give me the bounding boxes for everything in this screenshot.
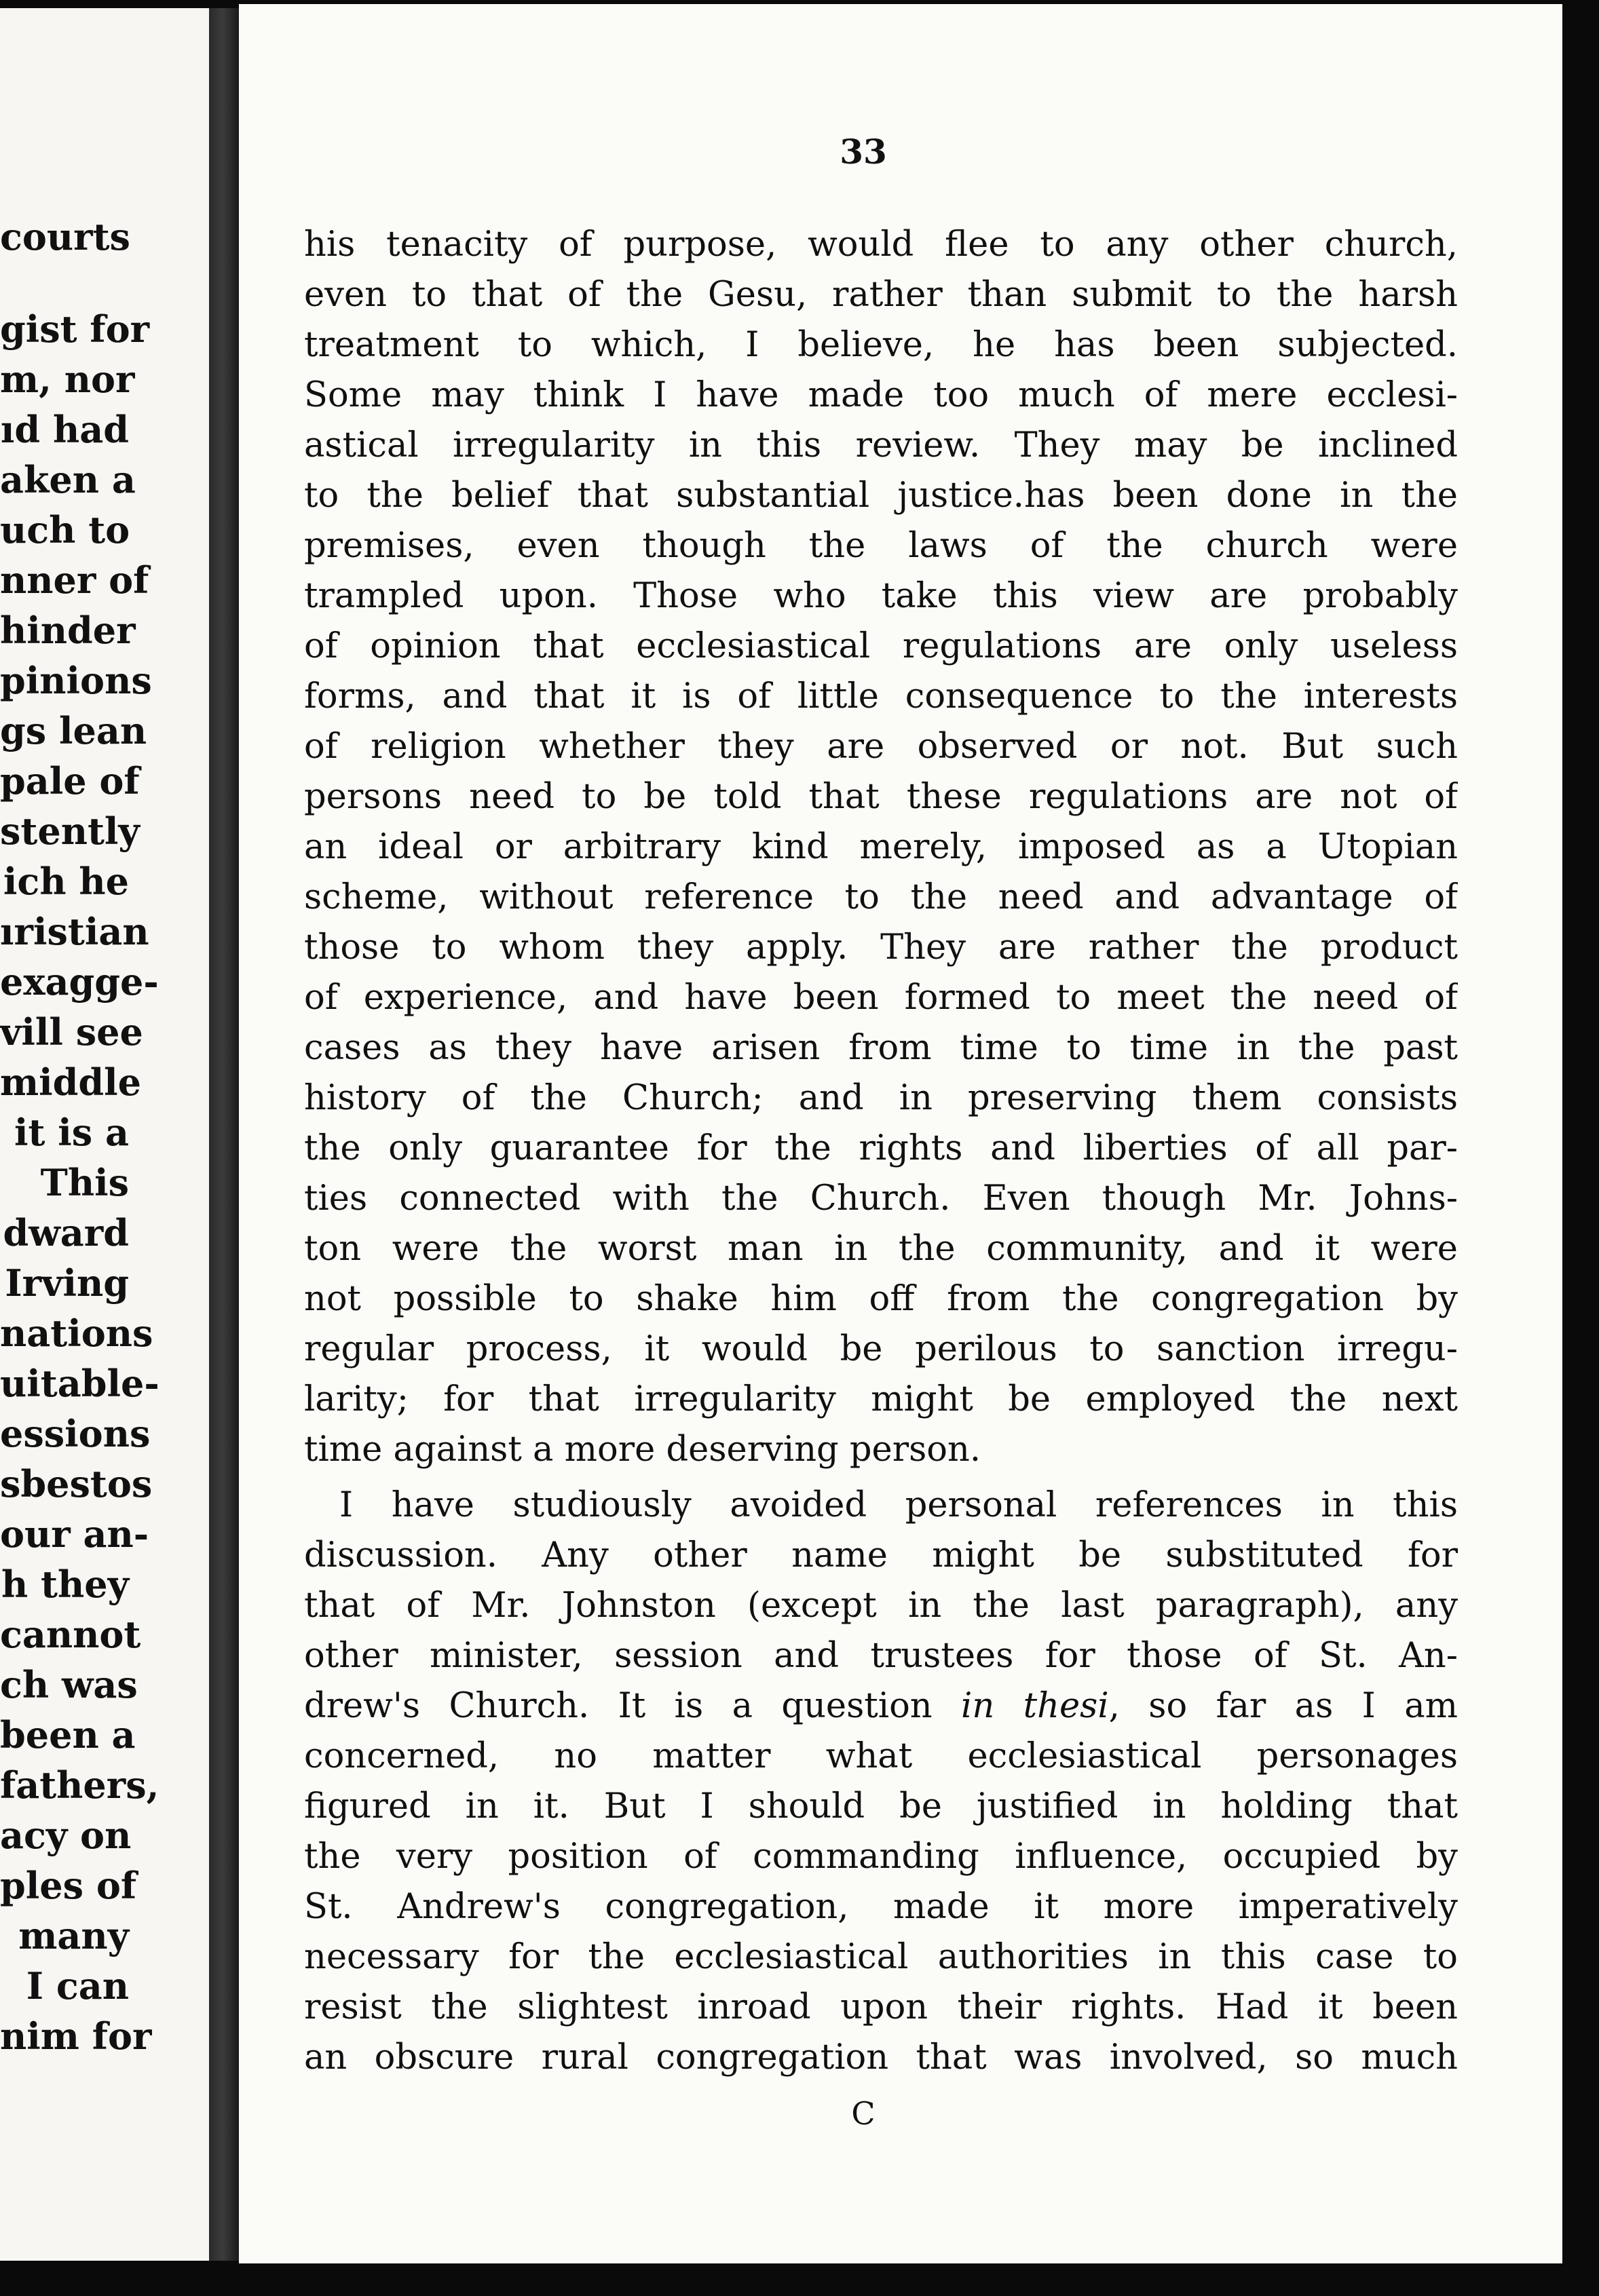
left-page-line: cannot <box>0 1613 141 1656</box>
left-page-line: sbestos <box>0 1462 153 1506</box>
text-run: drew's Church. It is a question <box>304 1686 962 1726</box>
left-page-line: gist for <box>0 307 150 351</box>
text-line: Some may think I have made too much of mere ecclesi- <box>304 375 1458 415</box>
text-line: the very position of commanding influence, occupied by <box>304 1837 1458 1877</box>
signature-mark: C <box>851 2095 876 2132</box>
text-line: ton were the worst man in the community, and it were <box>304 1229 1458 1269</box>
left-page-text <box>0 212 159 2061</box>
left-page-line: stently <box>0 809 140 853</box>
text-line: persons need to be told that these regulations are not of <box>304 777 1458 817</box>
left-page-line: essions <box>0 1412 151 1455</box>
left-page-line: been a <box>0 1713 136 1757</box>
text-line: an ideal or arbitrary kind merely, imposed as a Utopian <box>304 827 1458 867</box>
left-page-line: aken a <box>0 458 136 501</box>
left-page-line: courts <box>0 215 130 259</box>
text-line: his tenacity of purpose, would flee to any other church, <box>304 225 1458 265</box>
body-text <box>304 220 1458 2083</box>
text-line: treatment to which, I believe, he has been subjected. <box>304 325 1458 365</box>
text-line: time against a more deserving person. <box>304 1430 981 1470</box>
book-gutter <box>209 8 239 2261</box>
text-line: necessary for the ecclesiastical authorities in this case to <box>304 1937 1458 1977</box>
left-page-line: pinions <box>0 659 152 702</box>
page-number: 33 <box>840 132 887 172</box>
text-line: larity; for that irregularity might be employed the next <box>304 1379 1458 1419</box>
left-page-line: ch was <box>0 1663 138 1706</box>
text-line: St. Andrew's congregation, made it more imperatively <box>304 1887 1458 1927</box>
left-page-line: our an- <box>0 1512 149 1556</box>
left-page-line: ıristian <box>0 910 149 953</box>
text-line: concerned, no matter what ecclesiastical personages <box>304 1736 1458 1776</box>
left-page-line: hinder <box>0 609 136 652</box>
left-page-line: pale of <box>0 759 140 803</box>
text-line: figured in it. But I should be justified in holding that <box>304 1786 1458 1826</box>
text-line: of experience, and have been formed to meet the need of <box>304 978 1458 1018</box>
left-page-line: fathers, <box>0 1763 159 1807</box>
text-line: to the belief that substantial justice.has been done in the <box>304 476 1458 516</box>
left-facing-page <box>0 8 209 2261</box>
left-page-line: dward <box>3 1211 129 1255</box>
left-page-line: ıd had <box>0 408 129 451</box>
text-line: history of the Church; and in preserving them consists <box>304 1078 1458 1118</box>
text-line: I have studiously avoided personal references in this <box>339 1485 1458 1525</box>
text-line: of religion whether they are observed or not. But such <box>304 727 1458 767</box>
text-line: ties connected with the Church. Even though Mr. Johns- <box>304 1179 1458 1219</box>
left-page-line: it is a <box>14 1111 129 1154</box>
text-line: cases as they have arisen from time to time in the past <box>304 1028 1458 1068</box>
text-line: premises, even though the laws of the church were <box>304 526 1458 566</box>
left-page-line: uitable- <box>0 1362 159 1405</box>
left-page-line: nations <box>0 1312 153 1355</box>
text-line <box>304 1681 1458 1731</box>
text-line: even to that of the Gesu, rather than submit to the harsh <box>304 275 1458 315</box>
text-line: astical irregularity in this review. They may be inclined <box>304 425 1458 465</box>
left-page-line: I can <box>26 1964 129 2008</box>
left-page-line: uch to <box>0 508 130 552</box>
text-line: the only guarantee for the rights and liberties of all par- <box>304 1128 1458 1168</box>
left-page-line: gs lean <box>0 709 147 752</box>
text-line: discussion. Any other name might be substituted for <box>304 1535 1458 1575</box>
left-page-line: ich he <box>3 860 129 903</box>
paragraph-1 <box>304 220 1458 1475</box>
text-line: trampled upon. Those who take this view are probably <box>304 576 1458 616</box>
text-line: not possible to shake him off from the congregation by <box>304 1279 1458 1319</box>
text-line: resist the slightest inroad upon their rights. Had it been <box>304 1987 1458 2027</box>
text-line: scheme, without reference to the need and advantage of <box>304 877 1458 917</box>
text-line: regular process, it would be perilous to sanction irregu- <box>304 1329 1458 1369</box>
left-page-line: exagge- <box>0 960 159 1003</box>
left-page-line: Irving <box>5 1261 129 1305</box>
text-line: an obscure rural congregation that was involved, so much <box>304 2037 1458 2078</box>
left-page-line: acy on <box>0 1814 132 1857</box>
text-line: of opinion that ecclesiastical regulations are only useless <box>304 626 1458 666</box>
text-line: that of Mr. Johnston (except in the last paragraph), any <box>304 1586 1458 1626</box>
left-page-line: vill see <box>0 1010 143 1054</box>
left-page-line: m, nor <box>0 358 135 401</box>
text-run: , so far as I am <box>1108 1686 1458 1726</box>
text-line: other minister, session and trustees for those of St. An- <box>304 1636 1458 1676</box>
left-page-line: h they <box>1 1563 129 1606</box>
left-page-line: many <box>18 1914 129 1957</box>
paragraph-2 <box>304 1480 1458 2083</box>
left-page-line: This <box>40 1161 129 1204</box>
left-page-line: ples of <box>0 1864 137 1907</box>
text-line: forms, and that it is of little consequence to the interests <box>304 676 1458 716</box>
left-page-line: middle <box>0 1060 142 1104</box>
left-page-line: nner of <box>0 558 149 602</box>
left-page-line: nim for <box>0 2014 152 2058</box>
right-page <box>239 4 1562 2263</box>
text-line: those to whom they apply. They are rather the product <box>304 927 1458 968</box>
italic-phrase: in thesi <box>961 1686 1109 1726</box>
